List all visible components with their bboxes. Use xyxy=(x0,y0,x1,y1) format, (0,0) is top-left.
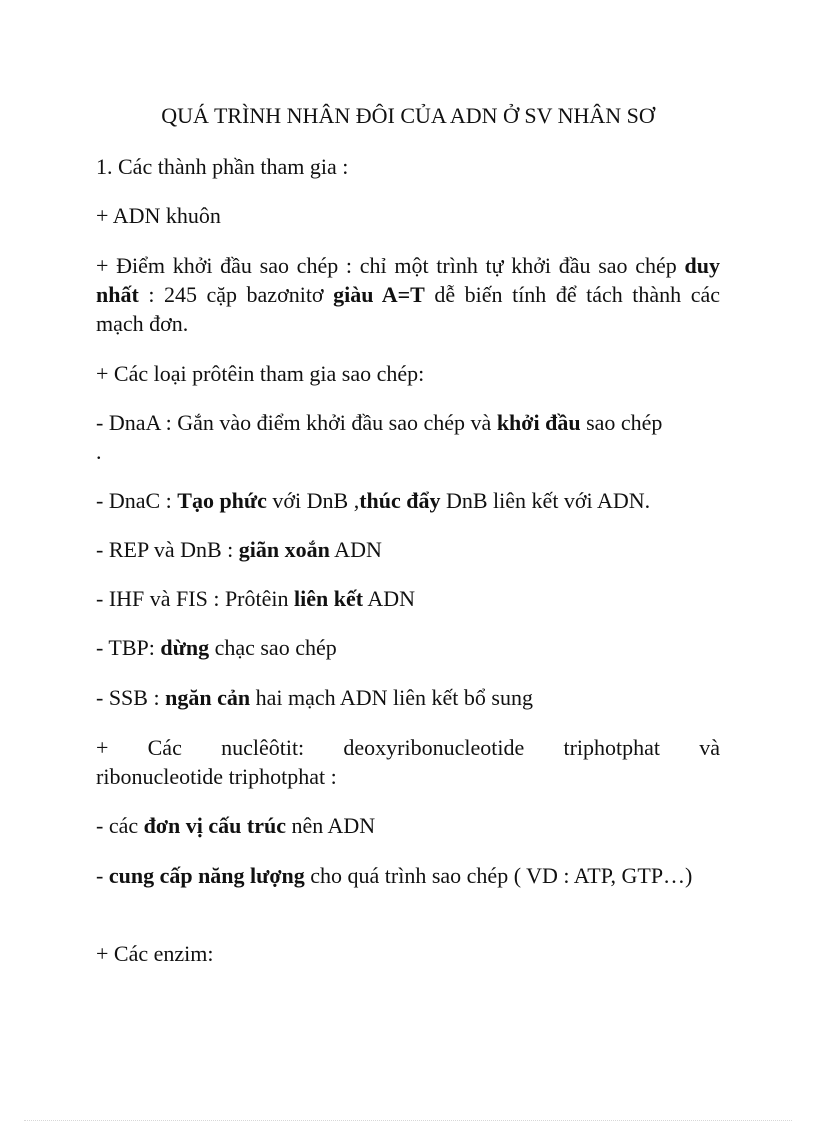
item-template-dna: + ADN khuôn xyxy=(96,203,221,228)
item-origin: + Điểm khởi đầu sao chép : chỉ một trình tự khởi đầu sao chép duy nhất : 245 cặp bazơnitơ giàu A=T dễ biến tính để tách thành các mạch đơn. xyxy=(96,253,720,336)
item-dnaA: - DnaA : Gắn vào điểm khởi đầu sao chép và khởi đầu sao chép . xyxy=(96,410,663,464)
page-bottom-rule xyxy=(24,1120,792,1121)
item-nucleotides-line1: + Các nuclêôtit: deoxyribonucleotide triphotphat và xyxy=(96,735,720,760)
item-dnaC: - DnaC : Tạo phức với DnB ,thúc đẩy DnB liên kết với ADN. xyxy=(96,488,651,513)
item-tbp: - TBP: dừng chạc sao chép xyxy=(96,635,337,660)
item-nucleotides-line2: ribonucleotide triphotphat : xyxy=(96,764,337,789)
section-heading-components: 1. Các thành phần tham gia : xyxy=(96,154,349,179)
item-ssb: - SSB : ngăn cản hai mạch ADN liên kết bổ sung xyxy=(96,685,533,710)
item-energy: - cung cấp năng lượng cho quá trình sao chép ( VD : ATP, GTP…) xyxy=(96,863,693,888)
item-rep: - REP và DnB : giãn xoắn ADN xyxy=(96,537,382,562)
item-structural-units: - các đơn vị cấu trúc nên ADN xyxy=(96,813,376,838)
page-title: QUÁ TRÌNH NHÂN ĐÔI CỦA ADN Ở SV NHÂN SƠ xyxy=(161,103,655,128)
item-proteins-heading: + Các loại prôtêin tham gia sao chép: xyxy=(96,361,425,386)
item-enzymes-heading: + Các enzim: xyxy=(96,941,214,966)
item-ihf: - IHF và FIS : Prôtêin liên kết ADN xyxy=(96,586,416,611)
